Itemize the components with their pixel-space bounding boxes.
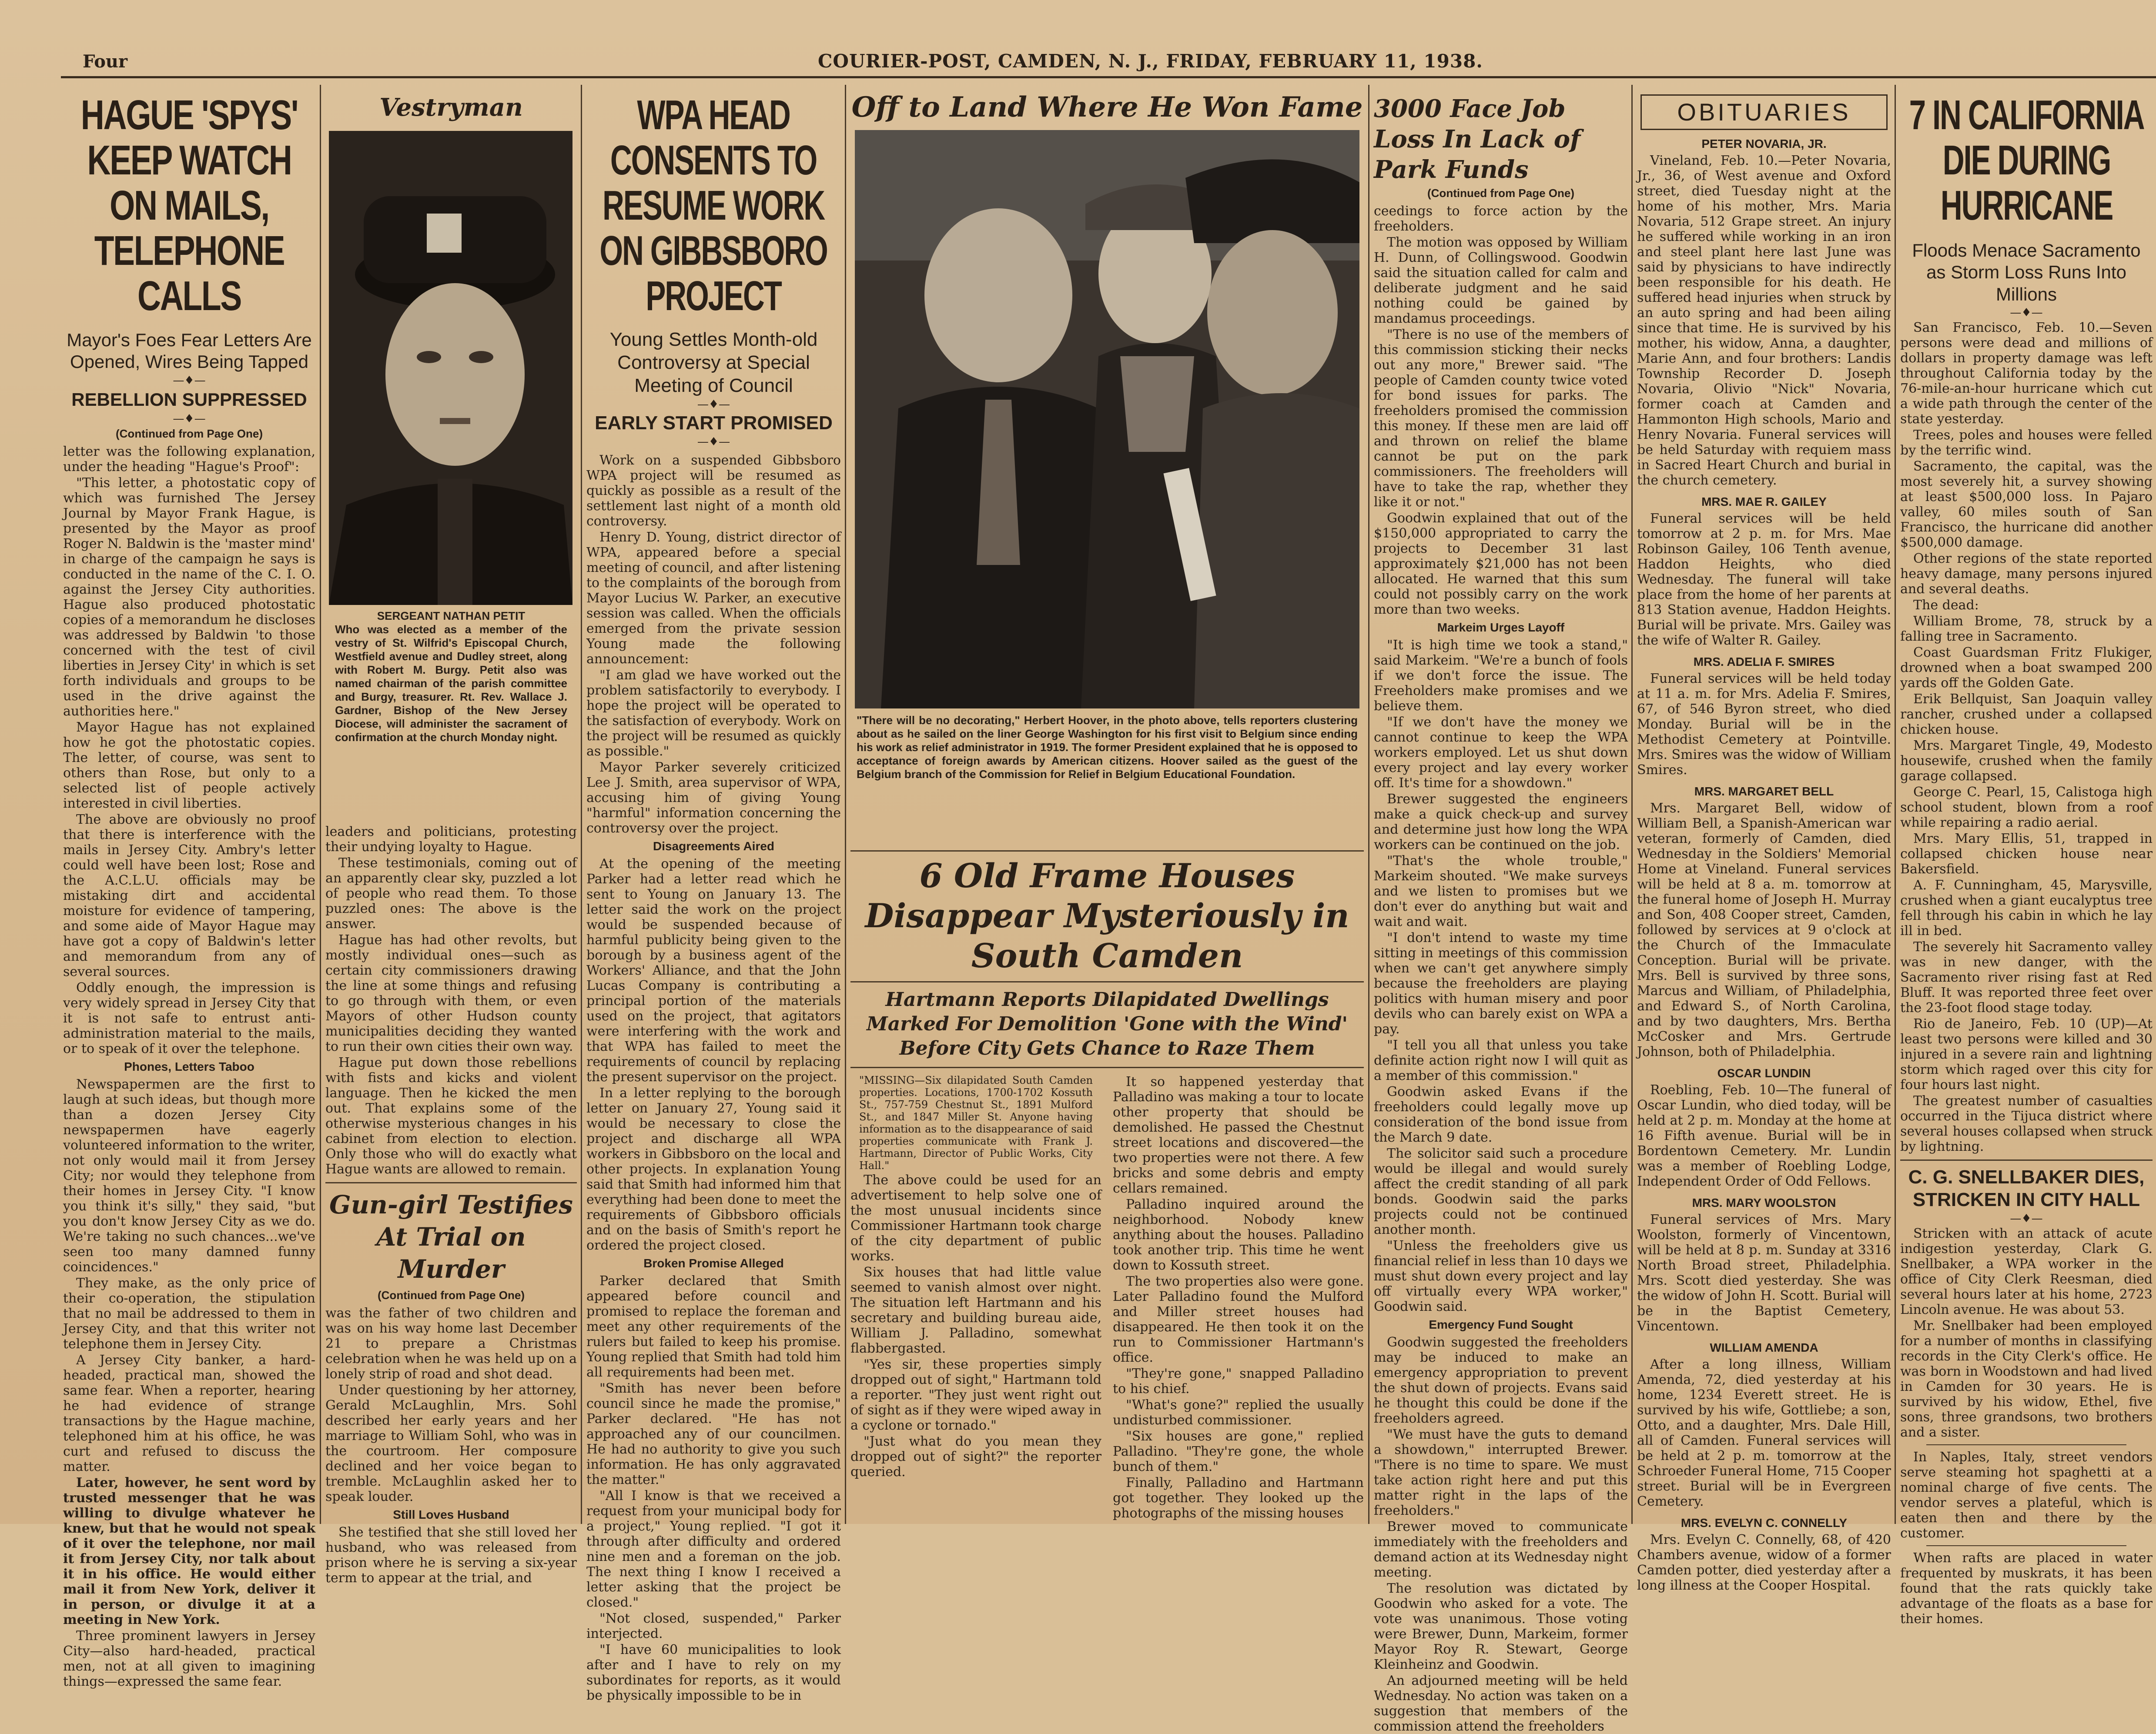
paragraph: Newspapermen are the first to laugh at such ideas, but though more than a dozen Jersey City newspapermen have eagerly volunteered information to the writer, not only would mail it from Jersey City; nor would they telephone from their homes in Jersey City. "I know you think it's silly," they said, "but you don't know Jersey City as we do. We're taking no such chances...we've seen too many damned funny coincidences." — [63, 1076, 315, 1275]
paragraph: San Francisco, Feb. 10.—Seven persons were dead and millions of dollars in property damage was left throughout California today by the 76-mile-an-hour hurricane which cut a wide path through the center of the state yesterday. — [1900, 320, 2153, 427]
paragraph: Six houses that had little value seemed to vanish almost over night. The situation left Hartmann and his secretary and building bureau aide, William J. Palladino, somewhat flabbergasted. — [850, 1265, 1101, 1356]
paragraph: They make, as the only price of their co-operation, the stipulation that no mail be addressed to them in Jersey City, and that this writer not telephone them in Jersey City. — [63, 1275, 315, 1352]
headline: 7 IN CALIFORNIA DIE DURING HURRICANE — [1909, 92, 2144, 229]
paragraph: "It is high time we took a stand," said Markeim. "We're a bunch of fools if we don't force the issue. The Freeholders make promises and we believe them. — [1374, 638, 1628, 714]
paragraph: Work on a suspended Gibbsboro WPA project will be resumed as quickly as possible as a result of the settlement last night of a month old controversy. — [586, 453, 841, 529]
paragraph: William Brome, 78, struck by a falling tree in Sacramento. — [1900, 614, 2153, 645]
california-article — [1900, 85, 2153, 1627]
paragraph: She testified that she still loved her husband, who was released from prison where he is serving a six-year term to appear at the trial, and — [325, 1525, 577, 1586]
paragraph: Goodwin explained that out of the $150,000 appropriated to carry the projects to December 31 last approximately $21,000 has not been allocated. He warned that this sum could not possibly carry on the work more than two weeks. — [1374, 511, 1628, 617]
paragraph: An adjourned meeting will be held Wednesday. No action was taken on a suggestion that members of the commission attend the freeholders — [1374, 1673, 1628, 1734]
obituary-name: PETER NOVARIA, JR. — [1701, 137, 1827, 150]
paragraph: The above are obviously no proof that there is interference with the mails in Jersey City. Ambry's letter could well have been lost; Rose and the A.C.L.U. officials may be mistaking dirt and accidental moisture for evidence of tampering, and some aide of Mayor Hague may have got a copy of Baldwin's letter and memorandum from any of several sources. — [63, 812, 315, 979]
divider: —♦— — [2010, 1212, 2043, 1226]
obituary-name: MRS. MARGARET BELL — [1694, 785, 1834, 798]
headline: WPA HEAD CONSENTS TO RESUME WORK ON GIBBSBORO PROJECT — [599, 92, 827, 319]
continued-line: (Continued from Page One) — [116, 427, 263, 440]
subhead: Phones, Letters Taboo — [124, 1059, 254, 1073]
paragraph: Mayor Parker severely criticized Lee J. Smith, area supervisor of WPA, accusing him of giving Young "harmful" information concerning the controversy over the project. — [586, 760, 841, 836]
houses-col-left — [850, 1074, 1101, 1522]
paragraph: It so happened yesterday that Palladino was making a tour to locate other property that should be demolished. He passed the Chestnut street locations and discovered—the two properties were not there. A few bricks and some debris and empty cellars remained. — [1113, 1074, 1364, 1196]
houses-columns — [850, 1074, 1364, 1522]
column-rule — [845, 85, 846, 1524]
paragraph: Rio de Janeiro, Feb. 10 (UP)—At least two persons were killed and 30 injured in a severe rain and lightning storm which raged over this city for four hours last night. — [1900, 1016, 2153, 1093]
column-rule — [1631, 85, 1633, 1524]
caption-name: SERGEANT NATHAN PETIT — [377, 609, 526, 622]
obituary-text: Mrs. Evelyn C. Connelly, 68, of 420 Chambers avenue, widow of a former Camden potter, died yesterday after a long illness at the Cooper Hospital. — [1637, 1532, 1891, 1593]
paragraph: In Naples, Italy, street vendors serve steaming hot spaghetti at a nominal charge of five cents. The vendor serves a plateful, which is eaten then and there by the customer. — [1900, 1450, 2153, 1541]
paragraph: The severely hit Sacramento valley was in new danger, with the Sacramento river rising fast at Red Bluff. It was reported three feet over the 23-foot flood stage today. — [1900, 939, 2153, 1016]
subhead: REBELLION SUPPRESSED — [71, 389, 307, 410]
paragraph: Under questioning by her attorney, Gerald McLaughlin, Mrs. Sohl described her early years and her marriage to William Sohl, who was in the courtroom. Her composure declined and her voice began to tremble. McLaughlin asked her to speak louder. — [325, 1383, 577, 1504]
snellbaker-body — [1900, 1226, 2153, 1627]
obituary-text: Funeral services will be held tomorrow at 2 p. m. for Mrs. Mae Robinson Gailey, 106 Tenth avenue, Haddon Heights, who died Wednesday. The funeral will take place from the home of her parents at 813 Station avenue, Haddon Heights. Burial will be private. Mrs. Gailey was the wife of Walter R. Gailey. — [1637, 511, 1891, 648]
paragraph: "If we don't have the money we cannot continue to keep the WPA workers employed. Let us shut down every project and lay every worker off. It's time for a showdown." — [1374, 715, 1628, 791]
obituary-name: MRS. ADELIA F. SMIRES — [1693, 655, 1835, 668]
paragraph: The dead: — [1913, 598, 1979, 613]
photo-caption: Who was elected as a member of the vestry of St. Wilfrid's Episcopal Church, Westfield avenue and Dudley street, along with Robert M. Burgy. Petit also was named chairman of the parish committee and Burgy, treasurer. Rt. Rev. Wallace J. Gardner, Bishop of the New Jersey Diocese, will administer the sacrament of confirmation at the church Monday night. — [335, 623, 567, 744]
paragraph: These testimonials, coming out of an apparently clear sky, puzzled a lot of people who read them. To those puzzled ones: The above is the answer. — [325, 855, 577, 932]
paragraph: "Just what do you mean they dropped out of sight?" the reporter queried. — [850, 1434, 1101, 1480]
paragraph: "I tell you all that unless you take definite action right now I will quit as a member of this commission." — [1374, 1038, 1628, 1083]
paragraph: Mr. Snellbaker had been employed for a number of months in classifying records in the City Clerk's office. He was born in Woodstown and had lived in Camden for 30 years. He is survived by his widow, Ethel, five sons, three grandsons, two brothers and a sister. — [1900, 1318, 2153, 1440]
paragraph: Palladino inquired around the neighborhood. Nobody knew anything about the houses. Palladino took another trip. This time he went down to Kossuth street. — [1113, 1197, 1364, 1273]
article-body — [1900, 320, 2153, 1154]
paragraph: Trees, poles and houses were felled by the terrific wind. — [1900, 428, 2153, 458]
paragraph: "There is no use of the members of this commission sticking their necks out any more," Brewer said. "The people of Camden county twice voted for bond issues for parks. The freeholders promised the commission this money. If these men are laid off and thrown on relief the blame cannot be put on the park commissioners. The freeholders will have to take the rap, whether they like it or not." — [1374, 327, 1628, 510]
subhead: Broken Promise Alleged — [643, 1256, 784, 1270]
notice: "MISSING—Six dilapidated South Camden properties. Locations, 1700-1702 Kossuth St., 757-759 Chestnut St., 1891 Mulford St., and 1847 Miller St. Anyone having information as to the disappearance of said properties communicate with Frank J. Hartmann, Director of Public Works, City Hall." — [859, 1074, 1093, 1172]
section-rule — [850, 981, 1364, 982]
paragraph: The motion was opposed by William H. Dunn, of Collingswood. Goodwin said the situation called for calm and deliberate judgment and he said nothing could be gained by mandamus proceedings. — [1374, 235, 1628, 326]
obituary-list — [1637, 136, 1891, 1593]
obituary-name: MRS. MARY WOOLSTON — [1692, 1196, 1836, 1209]
paragraph: Brewer suggested the engineers make a quick check-up and survey and determine just how long the WPA workers can be continued on the job. — [1374, 792, 1628, 852]
wpa-article — [586, 85, 841, 1704]
paragraph: "I am glad we have worked out the problem satisfactorily to everybody. I hope the project will be operated to the satisfaction of everybody. Work on the project will be resumed as quickly as possible." — [586, 668, 841, 759]
paragraph: A. F. Cunningham, 45, Marysville, crushed when a giant eucalyptus tree fell through his cabin in which he lay ill in bed. — [1900, 878, 2153, 939]
subhead: Disagreements Aired — [653, 839, 775, 853]
divider: —♦— — [2010, 306, 2043, 320]
paragraph: Brewer moved to communicate immediately with the freeholders and demand action at its Wednesday night meeting. — [1374, 1519, 1628, 1580]
top-rule — [61, 76, 2156, 78]
paragraph: Other regions of the state reported heavy damage, many persons injured and several deaths. — [1900, 551, 2153, 597]
paragraph: "I have 60 municipalities to look after and I have to rely on my subordinates for reports, as it would be physically impossible to be in — [586, 1642, 841, 1704]
subhead: Still Loves Husband — [393, 1508, 509, 1521]
paragraph: Mrs. Margaret Tingle, 49, Modesto housewife, crushed when the family garage collapsed. — [1900, 738, 2153, 784]
continued-line: (Continued from Page One) — [378, 1289, 525, 1302]
paragraph: Hague put down those rebellions with fists and kicks and violent language. Then he kicked the men out. That explains some of the otherwise mysterious changes in his cabinet from election to election. Only those who will do exactly what Hague wants are allowed to remain. — [325, 1055, 577, 1177]
section-rule — [1900, 1159, 2153, 1161]
deck: Mayor's Foes Fear Letters Are Opened, Wires Being Tapped — [67, 330, 312, 372]
paragraph: George C. Pearl, 15, Calistoga high school student, blown from a roof while repairing a radio aerial. — [1900, 785, 2153, 831]
divider: —♦— — [173, 412, 206, 425]
continued-line: (Continued from Page One) — [1427, 187, 1574, 200]
paragraph: "Smith has never been before council since he made the promise," Parker declared. "He has not approached any of our councilmen. He had no authority to give you such information. He has only aggravated the matter." — [586, 1381, 841, 1488]
paragraph: Three prominent lawyers in Jersey City—also hard-headed, practical men, not at all given to imagining things—expressed the same fear. — [63, 1628, 315, 1689]
paragraph: was the father of two children and was on his way home last December 21 to prepare a Christmas celebration when he was held up on a lonely strip of road and shot dead. — [325, 1306, 577, 1382]
obituary-name: MRS. MAE R. GAILEY — [1701, 495, 1827, 508]
paragraph: "We must have the guts to demand a showdown," interrupted Brewer. "There is no time to spare. We must take action right here and put this matter right in the laps of the freeholders." — [1374, 1427, 1628, 1518]
paragraph: "I don't intend to waste my time sitting in meetings of this commission when we can't get anywhere simply because the freeholders are playing politics with human misery and poor devils who can barely exist on WPA a pay. — [1374, 930, 1628, 1037]
column-rule — [1895, 85, 1896, 1524]
houses-article — [850, 850, 1364, 1524]
article-body — [1374, 204, 1628, 1734]
obituary-text: After a long illness, William Amenda, 72, died yesterday at his home, 1234 Everett street. He is survived by his wife, Gottliebe; a son, Otto, and a daughter, Mrs. Dale Hill, all of Camden. Funeral services will be held at 2 p. m. tomorrow at the Schroeder Funeral Home, 715 Cooper street. Burial will be in Evergreen Cemetery. — [1637, 1357, 1891, 1509]
headline: 6 Old Frame Houses Disappear Mysteriously in South Camden — [865, 856, 1349, 975]
headline: Off to Land Where He Won Fame — [851, 91, 1363, 124]
paragraph: The greatest number of casualties occurred in the Tijuca district where several houses collapsed when struck by lightning. — [1900, 1093, 2153, 1155]
headline: Vestryman — [379, 93, 523, 122]
paragraph: When rafts are placed in water frequented by muskrats, it has been found that the rats quickly take advantage of the floats as a base for their homes. — [1900, 1550, 2153, 1627]
paragraph: leaders and politicians, protesting their undying loyalty to Hague. — [325, 824, 577, 855]
snellbaker-headline: C. G. SNELLBAKER DIES, STRICKEN IN CITY HALL — [1908, 1166, 2145, 1211]
paragraph: letter was the following explanation, under the heading "Hague's Proof": — [63, 444, 315, 474]
dateline: COURIER-POST, CAMDEN, N. J., FRIDAY, FEBRUARY 11, 1938. — [818, 50, 1483, 72]
subhead: Emergency Fund Sought — [1429, 1318, 1573, 1331]
paragraph: "That's the whole trouble," Markeim shouted. "We make surveys and we listen to promises but we don't ever do anything but wait and wait and wait. — [1374, 853, 1628, 929]
paragraph: The solicitor said such a procedure would be illegal and would surely affect the credit standing of all park bonds. Goodwin said the parks projects could not be continued another month. — [1374, 1146, 1628, 1237]
paragraph: Later, however, he sent word by trusted messenger that he was willing to divulge whatever he knew, but that he would not speak of it over the telephone, nor mail it from Jersey City, nor talk about it in his office. He would either mail it from New York, deliver it in person, or divulge it at a meeting in New York. — [63, 1475, 315, 1627]
article-body — [63, 444, 315, 1689]
paragraph: In a letter replying to the borough letter on January 27, Young said it would be necessary to close the project and discharge all WPA workers in Gibbsboro on the local and other projects. In explanation Young said that Smith had informed him that everything had been done to meet the requirements of Gibbsboro officials and on the basis of Smith's report he ordered the project closed. — [586, 1086, 841, 1253]
subhead: EARLY START PROMISED — [595, 412, 833, 434]
photo-caption: "There will be no decorating," Herbert Hoover, in the photo above, tells reporters clustering about as he sailed on the liner George Washington for his first visit to Belgium since ending his work as relief administrator in 1919. The former President explained that he is opposed to acceptance of foreign awards by American citizens. Hoover sailed as the guest of the Belgium branch of the Commission for Relief in Belgium Educational Foundation. — [857, 714, 1358, 781]
divider: —♦— — [173, 374, 206, 387]
obituary-name: WILLIAM AMENDA — [1710, 1341, 1818, 1354]
paragraph: Mrs. Mary Ellis, 51, trapped in collapsed chicken house near Bakersfield. — [1900, 831, 2153, 877]
obituary-text: Funeral services of Mrs. Mary Woolston, formerly of Vincentown, will be held at 8 p. m. Sunday at 3316 North Broad street, Philadelphia. Mrs. Scott died yesterday. She was the widow of John H. Scott. Burial will be in the Baptist Cemetery, Vincentown. — [1637, 1212, 1892, 1334]
paragraph: "Unless the freeholders give us financial relief in less than 10 days we must shut down every project and lay off virtually every WPA worker," Goodwin said. — [1374, 1238, 1628, 1314]
paragraph: Mayor Hague has not explained how he got the photostatic copies. The letter, of course, was sent to others than Rose, but only to a selected list of people actively interested in civil liberties. — [63, 719, 315, 811]
filler-rule — [1926, 1545, 2126, 1546]
section-rule — [850, 850, 1364, 852]
hoover-with-reporters-image — [855, 130, 1359, 708]
paragraph: Goodwin suggested the freeholders may be induced to make an emergency appropriation to prevent the shut down of projects. Evans said he thought this could be done if the freeholders agreed. — [1374, 1335, 1628, 1426]
paragraph: The above could be used for an advertisement to help solve one of the most unusual incidents since Commissioner Hartmann took charge of the city department of public works. — [850, 1173, 1101, 1264]
paragraph: ceedings to force action by the freeholders. — [1374, 204, 1628, 234]
paragraph: Goodwin asked Evans if the freeholders could legally move up consideration of the bond issue from the March 9 date. — [1374, 1084, 1628, 1145]
paragraph: "This letter, a photostatic copy of which was furnished The Jersey Journal by Mayor Frank Hague, is presented by the Mayor as proof Roger N. Baldwin is the 'master mind' in charge of the campaign he says is conducted in the name of the C. I. O. against the Jersey City authorities. Hague also produced photostatic copies of a memorandum he discloses was addressed by Baldwin 'to those concerned with the test of civil liberties in Jersey City' in which is set forth individuals and groups to be used in the drive against the authorities here." — [63, 475, 315, 719]
hoover-photo — [855, 130, 1359, 708]
paragraph: At the opening of the meeting Parker had a letter read which he sent to Young on January 13. The letter said the work on the project would be suspended because of harmful publicity being given to the borough by a business agent of the Workers' Alliance, and that the John Lucas Company is contributing a principal portion of the materials used on the project, that agitators were interfering with the work and that WPA has failed to meet the requirements of council by replacing the present supervisor on the project. — [586, 856, 841, 1085]
divider: —♦— — [697, 435, 730, 449]
paragraph: "Yes sir, these properties simply dropped out of sight," Hartmann told a reporter. "They just went right out of sight as if they were wiped away in a cyclone or tornado." — [850, 1357, 1101, 1433]
filler-rule — [1926, 1444, 2126, 1445]
page-number: Four — [83, 51, 128, 72]
paragraph: A Jersey City banker, a hard-headed, practical man, showed the same fear. When a reporter, hearing he had evidence of strange transactions by the Hague machine, telephoned him at his office, he was curt and refused to discuss the matter. — [63, 1352, 315, 1474]
paragraph: "They're gone," snapped Palladino to his chief. — [1113, 1366, 1364, 1397]
paragraph: Erik Bellquist, San Joaquin valley rancher, crushed under a collapsed chicken house. — [1900, 692, 2153, 738]
subhead: Markeim Urges Layoff — [1437, 621, 1565, 634]
obituary-name: OSCAR LUNDIN — [1717, 1066, 1811, 1080]
paragraph: The two properties also were gone. Later Palladino found the Mulford and Miller street houses had disappeared. He then took it on the run to Commissioner Hartmann's office. — [1113, 1274, 1364, 1365]
paragraph: Oddly enough, the impression is very widely spread in Jersey City that it is not safe to entrust anti-administration material to the mails, or to speak of it over the telephone. — [63, 980, 315, 1056]
obituary-text: Vineland, Feb. 10.—Peter Novaria, Jr., 36, of West avenue and Oxford street, died Tuesday night at the home of his mother, Mrs. Maria Novaria, 512 Grape street. An injury he suffered while working in an iron and steel plant here last June was said by physicians to have indirectly been responsible for his death. He suffered head injuries when struck by an auto spring and had been ailing since that time. He is survived by his mother, his widow, Anna, a daughter, Marie Ann, and four brothers: Landis Township Recorder D. Joseph Novaria, Olivio "Nick" Novaria, former coach at Camden and Hammonton High schools, Mario and Henry Novaria. Funeral services will be held Saturday with requiem mass in Sacred Heart Church and burial in the church cemetery. — [1637, 153, 1891, 488]
paragraph: Finally, Palladino and Hartmann got together. They looked up the photographs of the missing houses — [1113, 1475, 1364, 1521]
houses-col-right — [1113, 1074, 1364, 1522]
column-rule — [581, 85, 582, 1524]
paragraph: Parker declared that Smith appeared before council and promised to replace the foreman and meet any other requirements of the rulers but failed to keep his promise. Young replied that Smith had told him all requirements had been met. — [586, 1273, 841, 1380]
obituary-text: Roebling, Feb. 10—The funeral of Oscar Lundin, who died today, will be held at 2 p. m. Monday at the home at 16 Fifth avenue. Burial will be in Bordentown Cemetery. Mr. Lundin was a member of Roebling Lodge, Independent Order of Odd Fellows. — [1637, 1082, 1891, 1189]
paragraph: Hague has had other revolts, but mostly individual ones—such as certain city commissioners drawing the line at some things and refusing to go through with them, or even Mayors of other Hudson county municipalities deciding they wanted to run their own cities their own way. — [325, 932, 577, 1054]
deck: Floods Menace Sacramento as Storm Loss Runs Into Millions — [1912, 240, 2141, 304]
portrait-photo — [329, 131, 572, 605]
paragraph: Coast Guardsman Fritz Flukiger, drowned when a boat swamped 200 yards off the Golden Gate. — [1900, 645, 2153, 691]
gungirl-body — [325, 1306, 577, 1586]
vestryman-feature — [325, 85, 577, 811]
obituaries-column — [1637, 85, 1892, 1593]
paragraph: Stricken with an attack of acute indigestion yesterday, Clark G. Snellbaker, a WPA worker in the office of City Clerk Reesman, died several hours later at his home, 2723 Lincoln avenue. He was about 53. — [1900, 1226, 2153, 1318]
headline: 3000 Face Job Loss In Lack of Park Funds — [1374, 94, 1581, 184]
obituary-text: Mrs. Margaret Bell, widow of William Bell, a Spanish-American war veteran, formerly of Camden, died Wednesday in the Soldiers' Memorial Home at Vineland. Funeral services will be held at 8 a. m. tomorrow at the funeral home of Joseph H. Murray and Son, 408 Cooper street, Camden, followed by services at 9 o'clock at the Church of the Immaculate Conception. Burial will be private. Mrs. Bell is survived by three sons, Marcus and William, of Philadelphia, and Edward S., of North Carolina, and by two daughters, Mrs. Bertha McCosker and Mrs. Gertrude Johnson, both of Philadelphia. — [1637, 801, 1891, 1059]
masthead — [0, 0, 2156, 74]
paragraph: "What's gone?" replied the usually undisturbed commissioner. — [1113, 1397, 1364, 1428]
officer-portrait-image — [329, 131, 572, 605]
paragraph: "Six houses are gone," replied Palladino. "They're gone, the whole bunch of them." — [1113, 1429, 1364, 1474]
article-body — [586, 453, 841, 1703]
hague-article — [63, 85, 315, 1689]
section-rule — [325, 1182, 577, 1183]
gungirl-headline: Gun-girl Testifies At Trial on Murder — [329, 1190, 573, 1284]
deck: Young Settles Month-old Controversy at Special Meeting of Council — [609, 329, 818, 396]
column-rule — [1368, 85, 1369, 1524]
section-rule — [850, 1067, 1364, 1068]
obituary-text: Funeral services will be held today at 11 a. m. for Mrs. Adelia F. Smires, 67, of 546 Byron street, who died Monday. Burial will be in the Methodist Cemetery at Pointville. Mrs. Smires was the widow of William Smires. — [1637, 671, 1891, 778]
column-rule — [320, 85, 321, 1524]
jobloss-article — [1374, 85, 1628, 1734]
hoover-feature — [850, 85, 1364, 842]
col2-lower — [325, 824, 577, 1586]
headline: HAGUE 'SPYS' KEEP WATCH ON MAILS, TELEPHONE CALLS — [80, 92, 298, 319]
article-body — [325, 824, 577, 1177]
paragraph: "Not closed, suspended," Parker interjected. — [586, 1611, 841, 1642]
paragraph: "All I know is that we received a request from your municipal body for a project," Young replied. "I got it through after difficulty and ordered nine men and a foreman on the job. The next thing I know I received a letter asking that the project be closed." — [586, 1488, 841, 1610]
divider: —♦— — [697, 398, 730, 411]
paragraph: Henry D. Young, district director of WPA, appeared before a special meeting of council, and after listening to the complaints of the borough from Mayor Lucius W. Parker, an executive session was called. When the officials emerged from the private session Young made the following announcement: — [586, 530, 841, 667]
paragraph: The resolution was dictated by Goodwin who asked for a vote. The vote was unanimous. Those voting were Brewer, Dunn, Markeim, former Mayor Roy R. Stewart, George Kleinheinz and Goodwin. — [1374, 1581, 1628, 1672]
deck: Hartmann Reports Dilapidated Dwellings Marked For Demolition 'Gone with the Wind' Before City Gets Chance to Raze Them — [867, 989, 1348, 1059]
obituary-name: MRS. EVELYN C. CONNELLY — [1681, 1516, 1848, 1530]
paragraph: Sacramento, the capital, was the most severely hit, a survey showing at least $500,000 loss. In Pajaro valley, 60 miles south of San Francisco, the hurricane did another $500,000 damage. — [1900, 459, 2153, 551]
section-header: OBITUARIES — [1640, 94, 1888, 130]
